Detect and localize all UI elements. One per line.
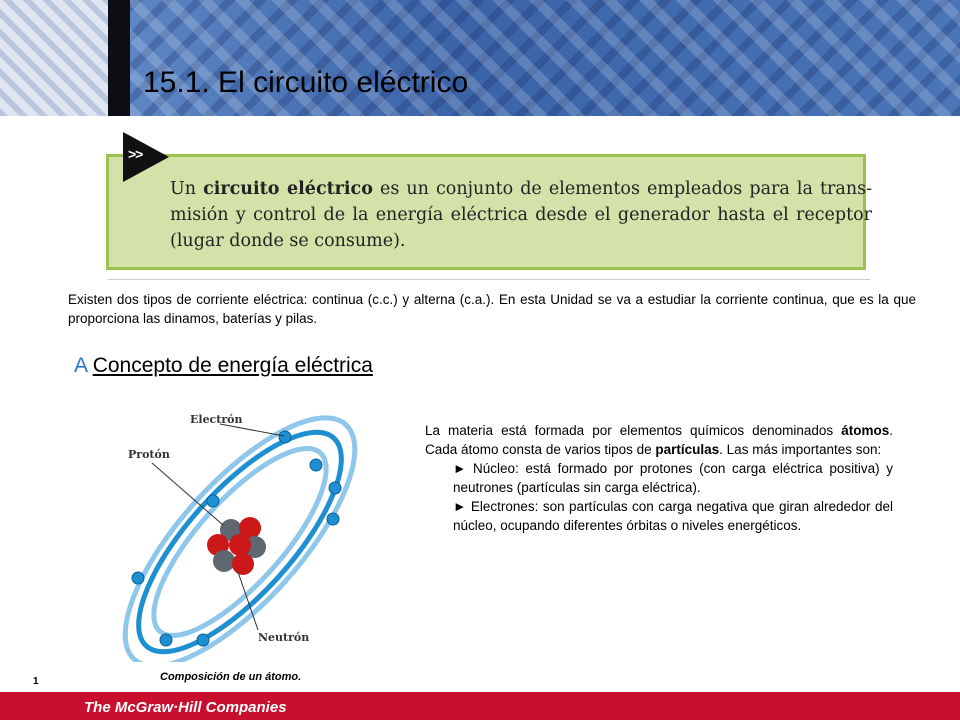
electron <box>329 482 341 494</box>
body-text <box>425 421 893 535</box>
electron <box>207 495 219 507</box>
header-pattern-left <box>0 0 118 116</box>
electron <box>160 634 172 646</box>
neutron <box>213 550 235 572</box>
paragraph-materia: La materia está formada por elementos químicos denominados átomos. Cada átomo consta de varios tipos de partículas. Las más importantes son: <box>425 423 893 457</box>
electron <box>279 431 291 443</box>
atom-illustration <box>100 400 380 662</box>
figure-caption: Composición de un átomo. <box>160 671 302 683</box>
electron <box>310 459 322 471</box>
footer-brand: The McGraw·Hill Companies <box>84 699 287 716</box>
term-atomos: átomos <box>841 423 890 438</box>
proton <box>229 534 251 556</box>
proton <box>232 553 254 575</box>
header-dark-bar <box>108 0 130 116</box>
nucleus <box>207 517 266 575</box>
label-neutron: Neutrón <box>258 631 310 644</box>
label-proton: Protón <box>128 448 170 461</box>
electron <box>327 513 339 525</box>
section-letter: A <box>74 354 87 377</box>
section-title: Concepto de energía eléctrica <box>92 354 373 377</box>
definition-text: Un circuito eléctrico es un conjunto de elementos empleados para la transmisión y control de la energía eléctrica desde el generador hasta el receptor (lugar donde se consume). <box>170 179 872 251</box>
page-number: 1 <box>33 676 39 687</box>
definition-term: circuito eléctrico <box>203 179 373 199</box>
intro-paragraph: Existen dos tipos de corriente eléctrica: continua (c.c.) y alterna (c.a.). En esta Unidad se va a estudiar la corriente continua, que es la que proporciona las dinamos, baterías y pilas. <box>68 292 916 326</box>
section-heading <box>74 354 373 378</box>
electron <box>132 572 144 584</box>
bullet-nucleo: ► Núcleo: está formado por protones (con carga eléctrica positiva) y neutrones (partículas sin carga eléctrica). <box>453 461 893 495</box>
marker-label: >> <box>128 146 143 162</box>
page-title: 15.1. El circuito eléctrico <box>143 66 469 99</box>
term-particulas: partículas <box>655 442 720 457</box>
electron <box>197 634 209 646</box>
divider <box>108 279 870 280</box>
label-electron: Electrón <box>190 413 243 426</box>
bullet-electrones: ► Electrones: son partículas con carga negativa que giran alrededor del núcleo, ocupando diferentes órbitas o niveles energéticos. <box>453 499 893 533</box>
